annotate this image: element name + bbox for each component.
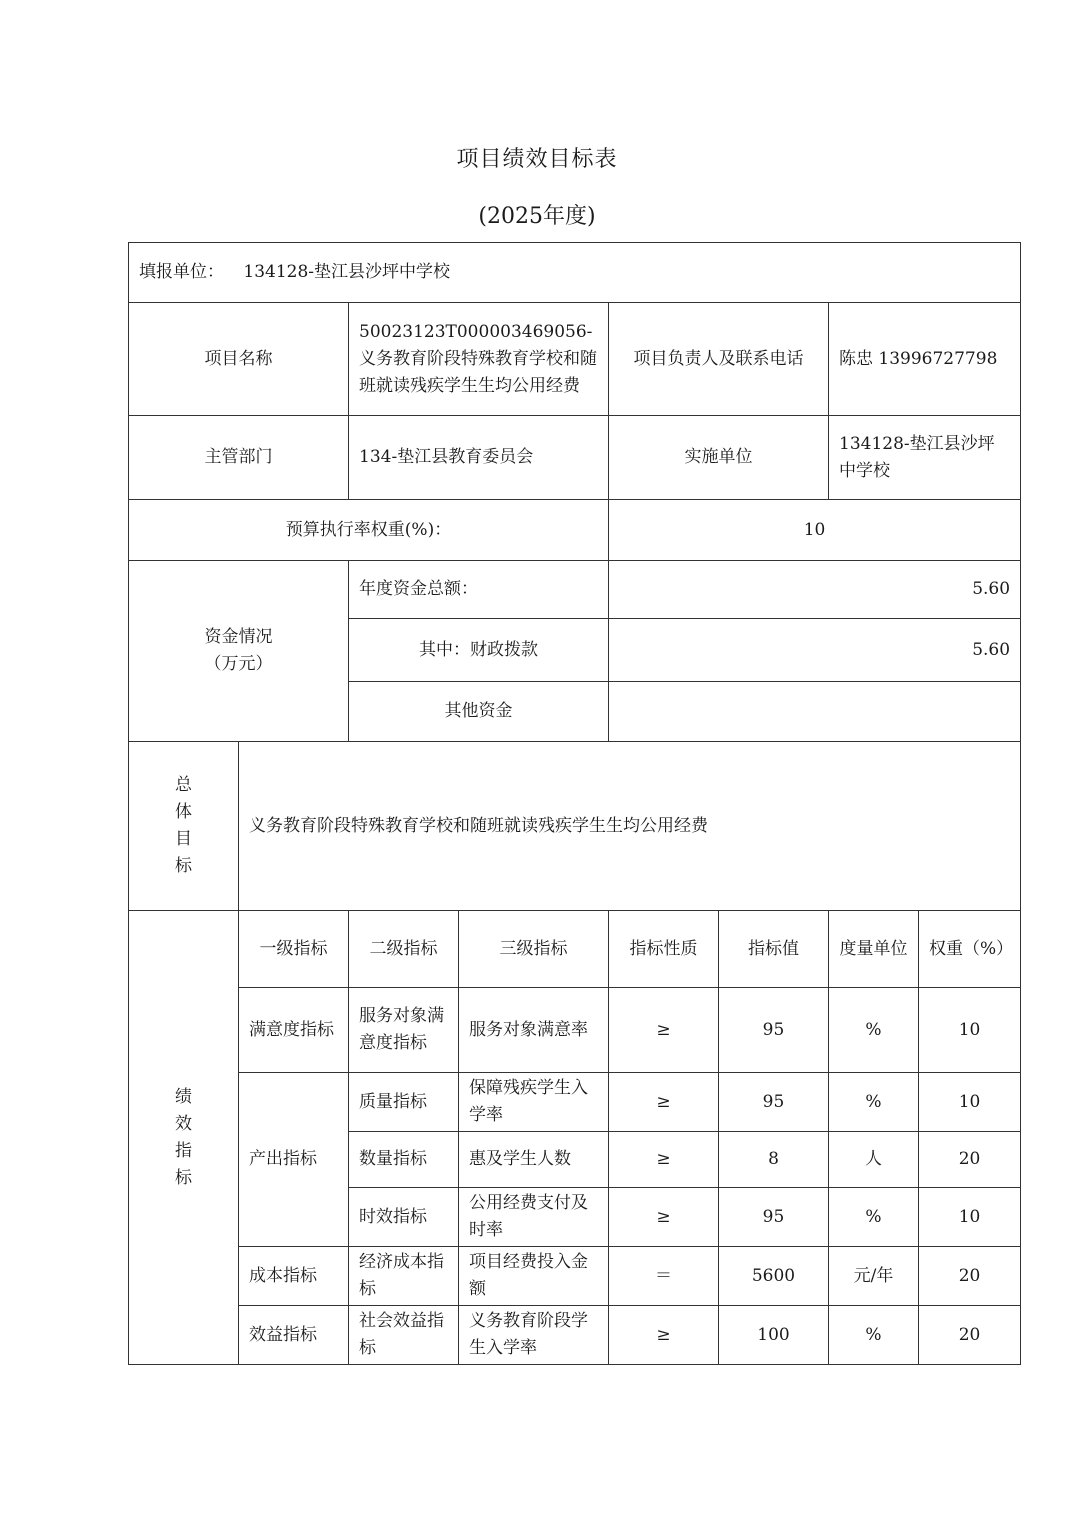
unit-cell: % — [829, 1188, 919, 1247]
goal-label-char: 标 — [175, 856, 192, 876]
value-cell: 5600 — [719, 1247, 829, 1306]
page-title: 项目绩效目标表 — [456, 147, 618, 172]
table-row — [129, 1073, 1021, 1132]
indicators-label-char: 效 — [175, 1113, 192, 1134]
table-row — [129, 1247, 1021, 1306]
unit-value: 134128-垫江县沙坪中学校 — [243, 262, 451, 282]
goal-value: 义务教育阶段特殊教育学校和随班就读残疾学生生均公用经费 — [239, 742, 1021, 911]
funds-total-row — [129, 561, 1021, 619]
nature-cell: ≥ — [609, 1073, 719, 1132]
column-header: 一级指标 — [239, 911, 349, 988]
level3-cell: 服务对象满意率 — [459, 988, 609, 1073]
impl-value: 134128-垫江县沙坪中学校 — [829, 416, 1021, 500]
value-cell: 95 — [719, 1188, 829, 1247]
weight-cell: 20 — [919, 1306, 1021, 1365]
funds-fiscal-value: 5.60 — [609, 619, 1021, 682]
unit-cell: % — [829, 988, 919, 1073]
performance-target-table — [128, 242, 1021, 1365]
level2-cell: 质量指标 — [349, 1073, 459, 1132]
funds-total-label: 年度资金总额： — [349, 561, 609, 619]
value-cell: 8 — [719, 1132, 829, 1188]
budget-rate-value: 10 — [609, 500, 1021, 561]
unit-cell: % — [829, 1306, 919, 1365]
column-header: 三级指标 — [459, 911, 609, 988]
nature-cell: ≥ — [609, 1132, 719, 1188]
page-subtitle: (2025年度) — [478, 204, 596, 229]
level2-cell: 服务对象满意度指标 — [349, 988, 459, 1073]
goal-label-char: 体 — [175, 802, 192, 822]
level3-cell: 惠及学生人数 — [459, 1132, 609, 1188]
budget-rate-row — [129, 500, 1021, 561]
indicators-label-char: 标 — [175, 1167, 192, 1188]
value-cell: 95 — [719, 1073, 829, 1132]
weight-cell: 10 — [919, 1188, 1021, 1247]
level1-cell: 效益指标 — [239, 1306, 349, 1365]
budget-rate-label: 预算执行率权重(%)： — [129, 500, 609, 561]
weight-cell: 10 — [919, 1073, 1021, 1132]
goal-row — [129, 742, 1021, 911]
level1-cell: 满意度指标 — [239, 988, 349, 1073]
indicator-header-row — [129, 911, 1021, 988]
goal-label-char: 目 — [175, 829, 192, 849]
level1-cell: 成本指标 — [239, 1247, 349, 1306]
weight-cell: 20 — [919, 1132, 1021, 1188]
column-header: 指标值 — [719, 911, 829, 988]
table-row — [129, 1306, 1021, 1365]
funds-other-value — [609, 682, 1021, 742]
level2-cell: 时效指标 — [349, 1188, 459, 1247]
level2-cell: 社会效益指标 — [349, 1306, 459, 1365]
level1-cell: 产出指标 — [239, 1073, 349, 1247]
column-header: 二级指标 — [349, 911, 459, 988]
contact-label: 项目负责人及联系电话 — [609, 303, 829, 416]
unit-cell: 元/年 — [829, 1247, 919, 1306]
project-name-value: 50023123T000003469056-义务教育阶段特殊教育学校和随班就读残疾学生生均公用经费 — [349, 303, 609, 416]
goal-label — [129, 742, 239, 911]
level3-cell: 项目经费投入金额 — [459, 1247, 609, 1306]
weight-cell: 20 — [919, 1247, 1021, 1306]
nature-cell: ≥ — [609, 1306, 719, 1365]
level3-cell: 公用经费支付及时率 — [459, 1188, 609, 1247]
dept-label: 主管部门 — [129, 416, 349, 500]
column-header: 指标性质 — [609, 911, 719, 988]
project-name-label: 项目名称 — [129, 303, 349, 416]
indicators-label-char: 绩 — [175, 1086, 192, 1107]
unit-cell — [129, 243, 1021, 303]
value-cell: 95 — [719, 988, 829, 1073]
goal-label-char: 总 — [175, 775, 192, 795]
nature-cell: ≥ — [609, 988, 719, 1073]
indicators-label — [129, 911, 239, 1365]
value-cell: 100 — [719, 1306, 829, 1365]
column-header: 权重（%） — [919, 911, 1021, 988]
unit-row — [129, 243, 1021, 303]
column-header: 度量单位 — [829, 911, 919, 988]
funds-label: 资金情况 — [204, 627, 273, 647]
project-row — [129, 303, 1021, 416]
unit-cell: 人 — [829, 1132, 919, 1188]
table-row — [129, 988, 1021, 1073]
level2-cell: 经济成本指标 — [349, 1247, 459, 1306]
funds-unit: （万元） — [204, 654, 273, 674]
level3-cell: 保障残疾学生入学率 — [459, 1073, 609, 1132]
funds-total-value: 5.60 — [609, 561, 1021, 619]
impl-label: 实施单位 — [609, 416, 829, 500]
weight-cell: 10 — [919, 988, 1021, 1073]
level2-cell: 数量指标 — [349, 1132, 459, 1188]
level3-cell: 义务教育阶段学生入学率 — [459, 1306, 609, 1365]
funds-fiscal-label: 其中：财政拨款 — [349, 619, 609, 682]
unit-label: 填报单位： — [139, 262, 224, 282]
contact-value: 陈忠 13996727798 — [829, 303, 1021, 416]
indicators-label-char: 指 — [175, 1140, 192, 1161]
funds-other-label: 其他资金 — [349, 682, 609, 742]
nature-cell: ＝ — [609, 1247, 719, 1306]
funds-section-label — [129, 561, 349, 742]
unit-cell: % — [829, 1073, 919, 1132]
nature-cell: ≥ — [609, 1188, 719, 1247]
dept-value: 134-垫江县教育委员会 — [349, 416, 609, 500]
dept-row — [129, 416, 1021, 500]
